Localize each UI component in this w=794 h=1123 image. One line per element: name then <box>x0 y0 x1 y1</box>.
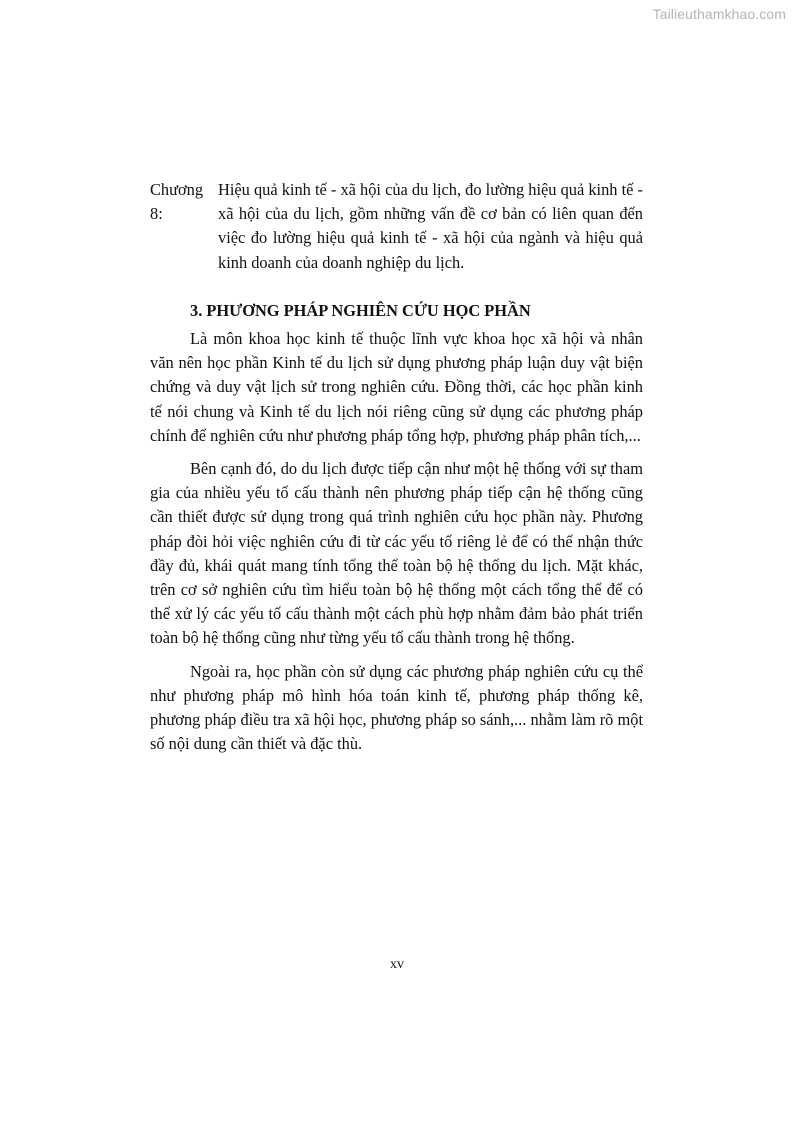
chapter-description: Hiệu quả kinh tế - xã hội của du lịch, đo lường hiệu quả kinh tế - xã hội của du lịch, gồm những vấn đề cơ bản có liên quan đến việc đo lường hiệu quả kinh tế - xã hội của ngành và hiệu quả kinh doanh của doanh nghiệp du lịch. <box>218 180 643 272</box>
chapter-entry <box>150 178 643 275</box>
section-heading: 3. PHƯƠNG PHÁP NGHIÊN CỨU HỌC PHẦN <box>190 300 531 320</box>
paragraph-2: Bên cạnh đó, do du lịch được tiếp cận như một hệ thống với sự tham gia của nhiều yếu tố cấu thành nên phương pháp tiếp cận hệ thống cũng cần thiết được sử dụng trong quá trình nghiên cứu học phần này. Phương pháp đòi hỏi việc nghiên cứu đi từ các yếu tố riêng lẻ để có thể nhận thức đầy đủ, khái quát mang tính tổng thể toàn bộ hệ thống du lịch. Mặt khác, trên cơ sở nghiên cứu tìm hiểu toàn bộ hệ thống một cách tổng thể để có thể xử lý các yếu tố cấu thành một cách phù hợp nhằm đảm bảo phát triển toàn bộ hệ thống cũng như từng yếu tố cấu thành trong hệ thống. <box>150 459 643 648</box>
page-number: xv <box>390 957 404 972</box>
paragraph-3: Ngoài ra, học phần còn sử dụng các phương pháp nghiên cứu cụ thể như phương pháp mô hình hóa toán kinh tế, phương pháp thống kê, phương pháp điều tra xã hội học, phương pháp so sánh,... nhằm làm rõ một số nội dung cần thiết và đặc thù. <box>150 661 643 754</box>
paragraph-1: Là môn khoa học kinh tế thuộc lĩnh vực khoa học xã hội và nhân văn nên học phần Kinh tế du lịch sử dụng phương pháp luận duy vật biện chứng và duy vật lịch sử trong nghiên cứu. Đồng thời, các học phần kinh tế nói chung và Kinh tế du lịch nói riêng cũng sử dụng các phương pháp chính để nghiên cứu như phương pháp tổng hợp, phương pháp phân tích,... <box>150 329 643 445</box>
watermark: Tailieuthamkhao.com <box>652 6 786 22</box>
page-content <box>150 178 643 765</box>
chapter-label: Chương 8: <box>150 180 204 224</box>
